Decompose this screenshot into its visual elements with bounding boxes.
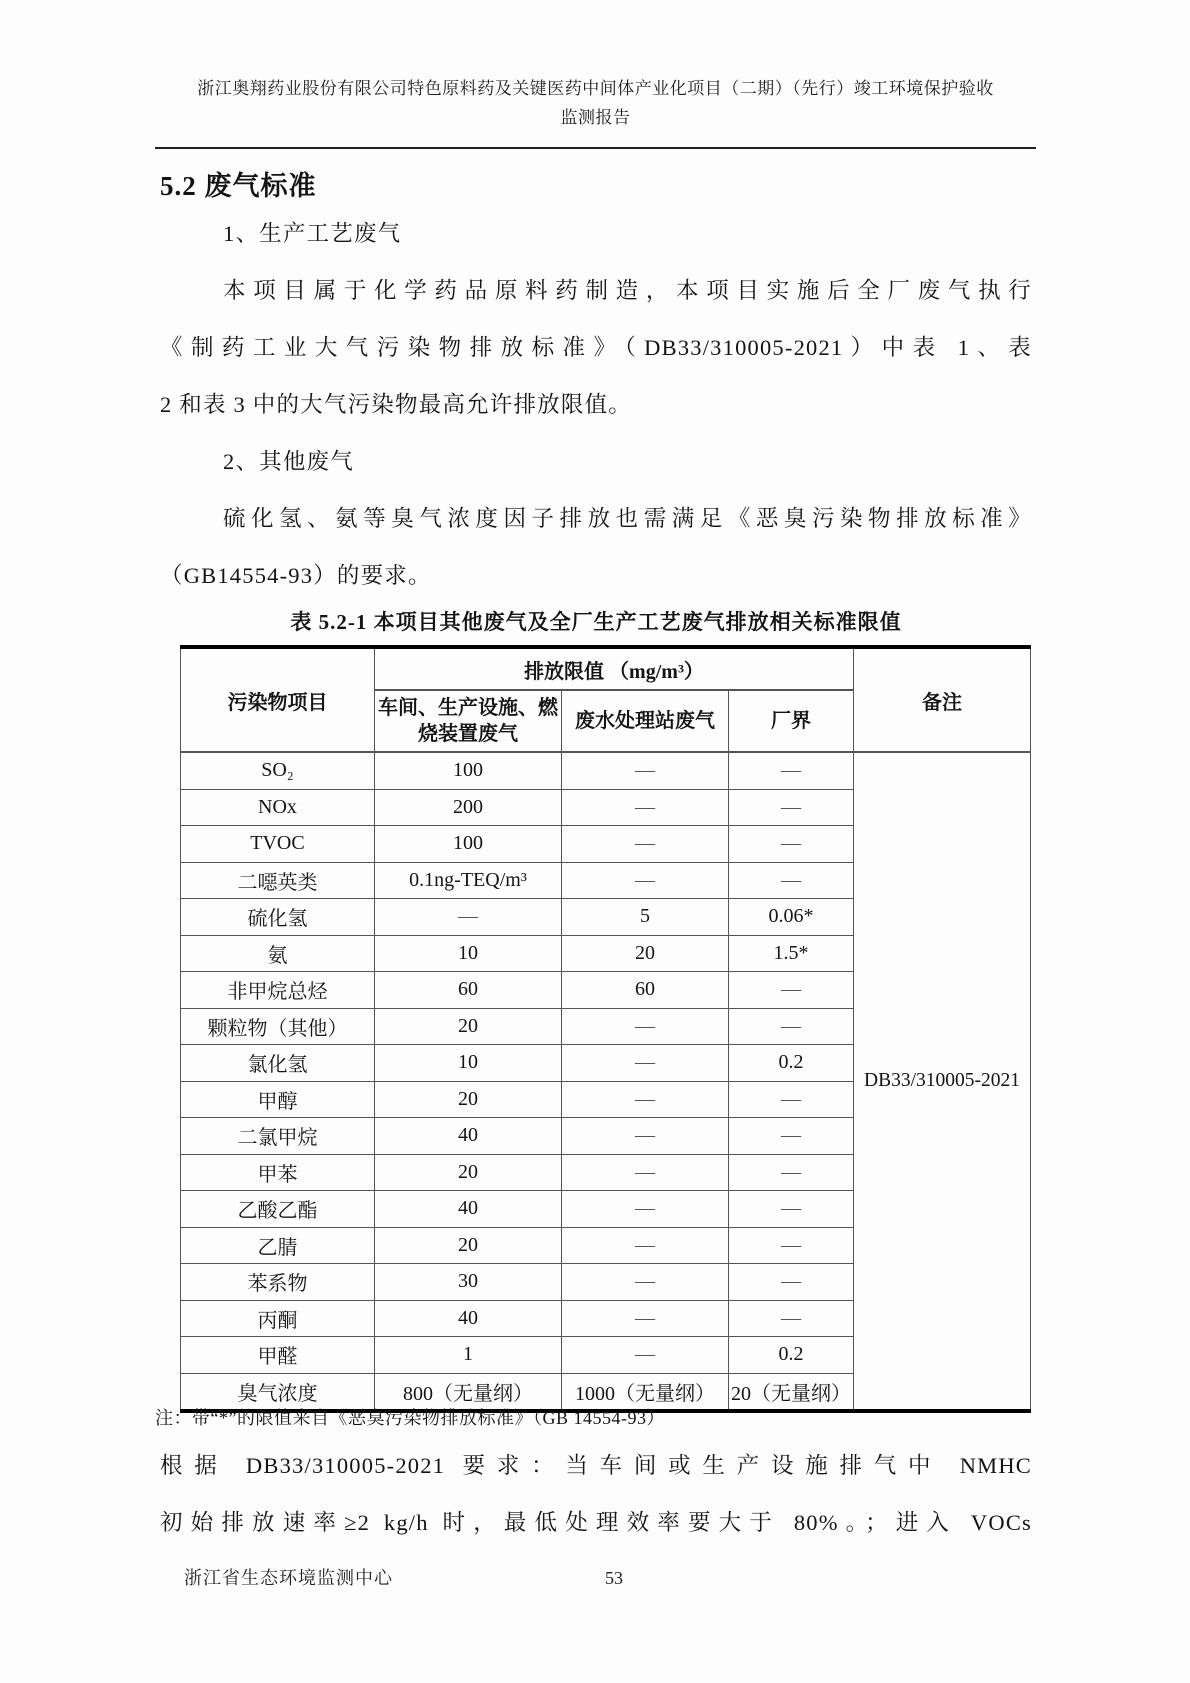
wastewater-limit-cell: — <box>562 1227 729 1264</box>
paragraph-line: 根据 DB33/310005-2021 要求：当车间或生产设施排气中 NMHC <box>160 1453 1032 1478</box>
pollutant-cell: 氨 <box>181 935 375 972</box>
footer-page-number: 53 <box>605 1568 623 1588</box>
workshop-limit-cell: 40 <box>375 1118 562 1155</box>
section-heading: 5.2 废气标准 <box>160 171 317 201</box>
workshop-limit-cell: 0.1ng-TEQ/m³ <box>375 862 562 899</box>
workshop-limit-cell: 200 <box>375 789 562 826</box>
wastewater-limit-cell: 20 <box>562 935 729 972</box>
wastewater-limit-cell: — <box>562 789 729 826</box>
boundary-limit-cell: — <box>729 862 854 899</box>
pollutant-cell: 臭气浓度 <box>181 1373 375 1411</box>
pollutant-cell: 丙酮 <box>181 1300 375 1337</box>
paragraph-line: 《制药工业大气污染物排放标准》（DB33/310005-2021）中表 1、表 <box>160 335 1032 360</box>
wastewater-limit-cell: — <box>562 862 729 899</box>
pollutant-cell: 氯化氢 <box>181 1045 375 1082</box>
paragraph-line: 初始排放速率≥2 kg/h 时，最低处理效率要大于 80%。；进入 VOCs <box>160 1510 1032 1535</box>
wastewater-limit-cell: — <box>562 752 729 789</box>
pollutant-cell: 乙腈 <box>181 1227 375 1264</box>
pollutant-cell: SO₂ <box>181 752 375 789</box>
boundary-limit-cell: — <box>729 1264 854 1301</box>
workshop-limit-cell: 10 <box>375 1045 562 1082</box>
boundary-limit-cell: — <box>729 752 854 789</box>
workshop-limit-cell: 20 <box>375 1154 562 1191</box>
wastewater-limit-cell: — <box>562 1191 729 1228</box>
limit-group-header: 排放限值 （mg/m³） <box>375 647 854 690</box>
footer-organization: 浙江省生态环境监测中心 <box>184 1568 393 1588</box>
boundary-limit-cell: — <box>729 972 854 1009</box>
wastewater-limit-cell: — <box>562 1300 729 1337</box>
remark-column-header: 备注 <box>854 647 1031 752</box>
workshop-limit-cell: 60 <box>375 972 562 1009</box>
paragraph-line: 2 和表 3 中的大气污染物最高允许排放限值。 <box>160 392 632 417</box>
pollutant-cell: 甲醇 <box>181 1081 375 1118</box>
boundary-limit-cell: — <box>729 1081 854 1118</box>
wastewater-limit-cell: 60 <box>562 972 729 1009</box>
boundary-limit-cell: — <box>729 1300 854 1337</box>
pollutant-cell: 二氯甲烷 <box>181 1118 375 1155</box>
workshop-limit-cell: 40 <box>375 1191 562 1228</box>
table-header <box>181 647 1031 752</box>
wastewater-limit-cell: — <box>562 1264 729 1301</box>
boundary-limit-cell: — <box>729 1191 854 1228</box>
document-header <box>155 74 1036 132</box>
workshop-limit-cell: 20 <box>375 1008 562 1045</box>
pollutant-cell: 颗粒物（其他） <box>181 1008 375 1045</box>
workshop-limit-cell: 20 <box>375 1081 562 1118</box>
paragraph-line: 1、生产工艺废气 <box>223 221 402 246</box>
workshop-limit-cell: — <box>375 899 562 936</box>
limits-table-body <box>181 752 1031 1411</box>
wastewater-limit-cell: — <box>562 1118 729 1155</box>
table-note: 注：带“*”的限值来自《恶臭污染物排放标准》（GB 14554-93） <box>155 1408 665 1428</box>
paragraph-line: 2、其他废气 <box>223 449 354 474</box>
workshop-limit-cell: 100 <box>375 752 562 789</box>
table-title: 表 5.2-1 本项目其他废气及全厂生产工艺废气排放相关标准限值 <box>290 610 902 634</box>
paragraph-line: 本项目属于化学药品原料药制造，本项目实施后全厂废气执行 <box>223 278 1032 303</box>
pollutant-cell: 苯系物 <box>181 1264 375 1301</box>
wastewater-limit-cell: — <box>562 826 729 863</box>
workshop-limit-cell: 100 <box>375 826 562 863</box>
pollutant-column-header: 污染物项目 <box>181 647 375 752</box>
boundary-limit-cell: 0.06* <box>729 899 854 936</box>
workshop-column-header: 车间、生产设施、燃烧装置废气 <box>375 690 562 752</box>
boundary-limit-cell: — <box>729 1008 854 1045</box>
workshop-limit-cell: 1 <box>375 1337 562 1374</box>
wastewater-column-header: 废水处理站废气 <box>562 690 729 752</box>
pollutant-cell: NOx <box>181 789 375 826</box>
boundary-column-header: 厂界 <box>729 690 854 752</box>
boundary-limit-cell: 1.5* <box>729 935 854 972</box>
boundary-limit-cell: — <box>729 789 854 826</box>
wastewater-limit-cell: 1000（无量纲） <box>562 1373 729 1411</box>
boundary-limit-cell: 0.2 <box>729 1045 854 1082</box>
boundary-limit-cell: 20（无量纲） <box>729 1373 854 1411</box>
wastewater-limit-cell: — <box>562 1008 729 1045</box>
workshop-limit-cell: 30 <box>375 1264 562 1301</box>
boundary-limit-cell: — <box>729 1227 854 1264</box>
workshop-limit-cell: 40 <box>375 1300 562 1337</box>
pollutant-cell: TVOC <box>181 826 375 863</box>
pollutant-cell: 二噁英类 <box>181 862 375 899</box>
pollutant-cell: 甲醛 <box>181 1337 375 1374</box>
remark-cell: DB33/310005-2021 <box>854 752 1031 1411</box>
paragraph-line: 硫化氢、氨等臭气浓度因子排放也需满足《恶臭污染物排放标准》 <box>223 506 1032 531</box>
workshop-limit-cell: 20 <box>375 1227 562 1264</box>
wastewater-limit-cell: 5 <box>562 899 729 936</box>
wastewater-limit-cell: — <box>562 1081 729 1118</box>
wastewater-limit-cell: — <box>562 1045 729 1082</box>
boundary-limit-cell: 0.2 <box>729 1337 854 1374</box>
wastewater-limit-cell: — <box>562 1337 729 1374</box>
document-header-line2: 监测报告 <box>560 108 631 127</box>
table-row <box>181 752 1031 789</box>
header-divider <box>155 147 1036 149</box>
document-header-line1: 浙江奥翔药业股份有限公司特色原料药及关键医药中间体产业化项目（二期）（先行）竣工环境保护验收 <box>197 79 994 98</box>
workshop-limit-cell: 800（无量纲） <box>375 1373 562 1411</box>
paragraph-line: （GB14554-93）的要求。 <box>160 563 432 588</box>
closing-text <box>160 1437 1032 1551</box>
boundary-limit-cell: — <box>729 826 854 863</box>
boundary-limit-cell: — <box>729 1118 854 1155</box>
pollutant-cell: 硫化氢 <box>181 899 375 936</box>
pollutant-cell: 乙酸乙酯 <box>181 1191 375 1228</box>
emission-limits-table <box>180 645 1031 1413</box>
pollutant-cell: 非甲烷总烃 <box>181 972 375 1009</box>
body-text <box>160 205 1032 604</box>
pollutant-cell: 甲苯 <box>181 1154 375 1191</box>
boundary-limit-cell: — <box>729 1154 854 1191</box>
workshop-limit-cell: 10 <box>375 935 562 972</box>
wastewater-limit-cell: — <box>562 1154 729 1191</box>
